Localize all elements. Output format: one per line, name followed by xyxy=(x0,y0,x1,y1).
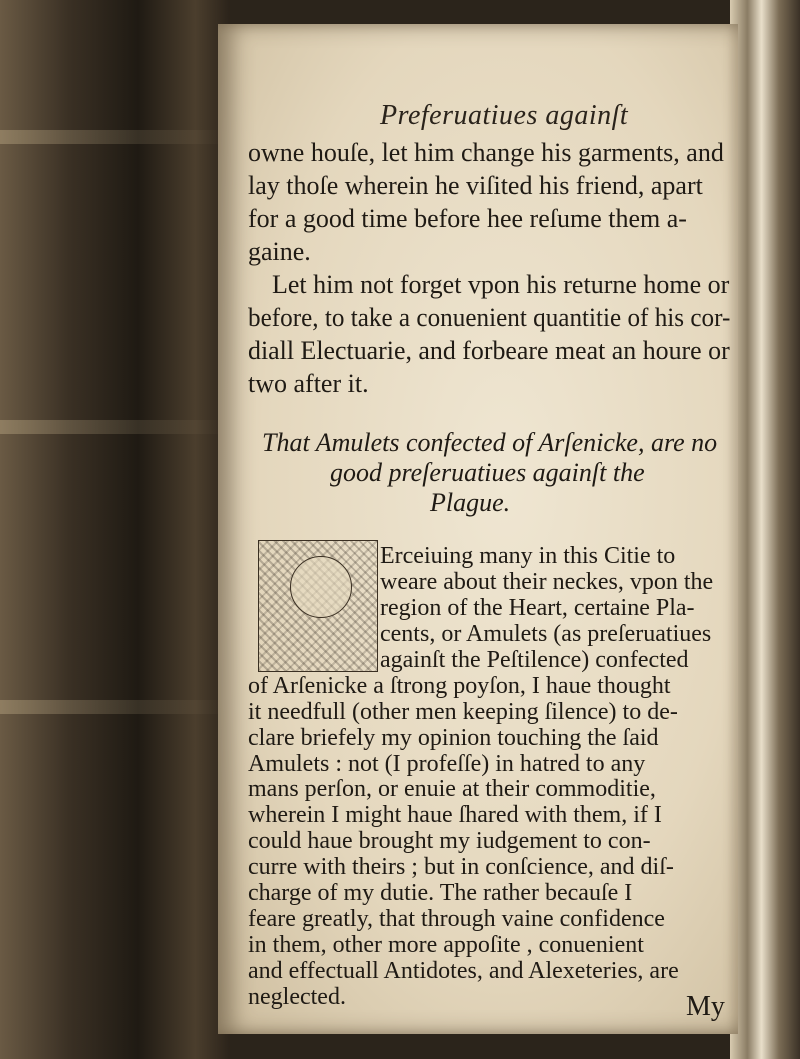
section-heading: Plague. xyxy=(430,488,511,517)
text-line: in them, other more appoſite , conuenient xyxy=(248,932,644,958)
text-line: for a good time before hee reſume them a- xyxy=(248,204,687,233)
binding-highlight xyxy=(0,130,230,144)
text-line: of Arſenicke a ſtrong poyſon, I haue thought xyxy=(248,673,671,699)
section-heading: good preſeruatiues againſt the xyxy=(330,458,645,487)
text-line: owne houſe, let him change his garments, and xyxy=(248,138,724,167)
text-line: charge of my dutie. The rather becauſe I xyxy=(248,880,633,906)
text-line: Let him not forget vpon his returne home or xyxy=(272,270,730,299)
initial-letter-p xyxy=(290,556,352,618)
text-line: lay thoſe wherein he viſited his friend, apart xyxy=(248,171,703,200)
text-line: region of the Heart, certaine Pla- xyxy=(380,595,695,621)
binding-highlight xyxy=(0,700,230,714)
catchword: My xyxy=(686,991,725,1022)
page-edges xyxy=(730,0,800,1059)
text-line: before, to take a conuenient quantitie of his cor- xyxy=(248,303,731,332)
text-line: curre with theirs ; but in conſcience, and diſ- xyxy=(248,854,674,880)
text-line: gaine. xyxy=(248,237,311,266)
text-line: two after it. xyxy=(248,369,369,398)
text-line: diall Electuarie, and forbeare meat an houre or xyxy=(248,336,730,365)
text-line: Erceiuing many in this Citie to xyxy=(380,543,676,569)
text-line: could haue brought my iudgement to con- xyxy=(248,828,651,854)
text-line: mans perſon, or enuie at their commoditie, xyxy=(248,776,656,802)
text-line: Amulets : not (I profeſſe) in hatred to any xyxy=(248,751,646,777)
binding-highlight xyxy=(0,420,230,434)
text-line: wherein I might haue ſhared with them, if I xyxy=(248,802,662,828)
text-line: feare greatly, that through vaine confidence xyxy=(248,906,665,932)
text-line: clare briefely my opinion touching the ſaid xyxy=(248,725,659,751)
book-binding xyxy=(0,0,230,1059)
section-heading: That Amulets confected of Arſenicke, are no xyxy=(262,428,718,457)
text-line: it needfull (other men keeping ſilence) to de- xyxy=(248,699,678,725)
text-line: neglected. xyxy=(248,984,346,1010)
text-line: weare about their neckes, vpon the xyxy=(380,569,714,595)
text-line: againſt the Peſtilence) confected xyxy=(380,647,689,673)
text-line: and effectuall Antidotes, and Alexeteries, are xyxy=(248,958,679,984)
running-head: Preferuatiues againſt xyxy=(380,100,629,131)
text-line: cents, or Amulets (as preſeruatiues xyxy=(380,621,712,647)
